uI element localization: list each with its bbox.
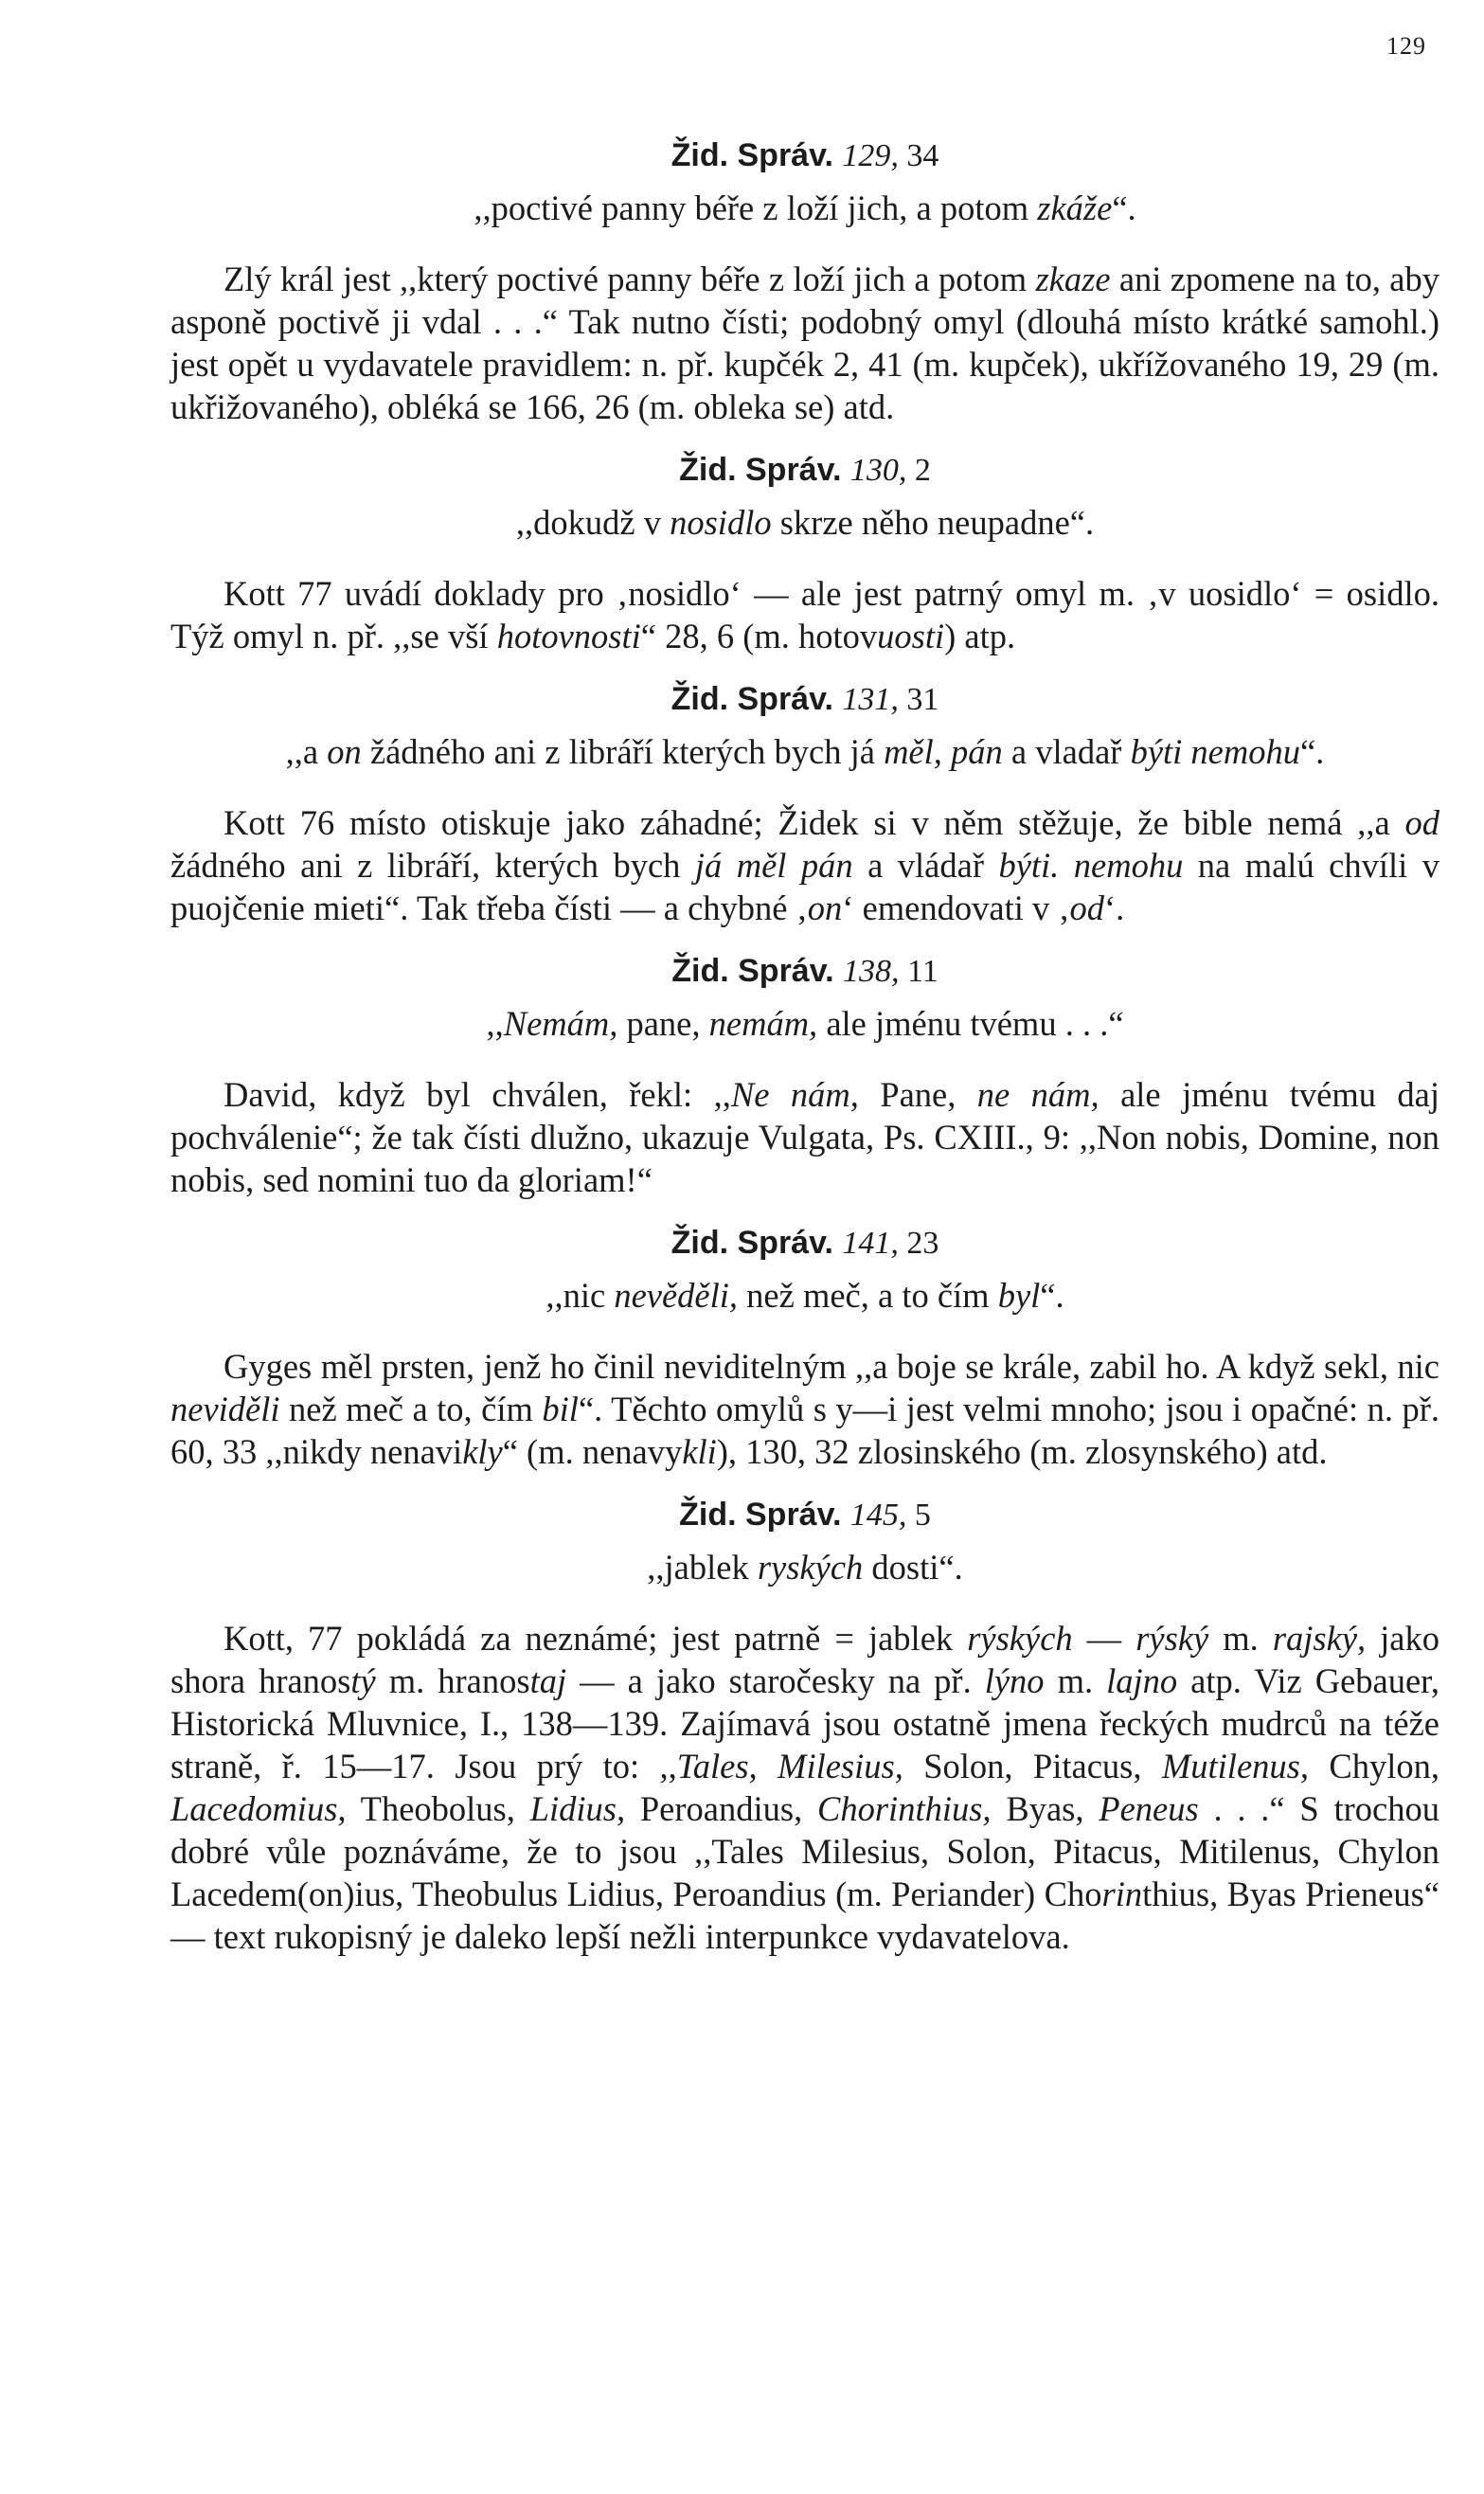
entry-quote (170, 1002, 1439, 1045)
italic-text: ne nám, (976, 1075, 1100, 1114)
text-run: “. (1040, 1276, 1064, 1315)
heading-page: 130, (849, 453, 907, 488)
entry-2 (170, 449, 1439, 657)
entry-commentary (170, 1073, 1439, 1201)
entry-quote (170, 730, 1439, 773)
italic-text: Tales, Milesius, (676, 1747, 903, 1785)
text-run: ,,jablek (647, 1548, 758, 1587)
text-run: Kott, 77 pokládá za neznámé; jest patrně = jablek (223, 1619, 968, 1658)
heading-label: Žid. Správ. (670, 1225, 843, 1261)
italic-text: Chorinthius, (817, 1789, 992, 1828)
entry-heading (170, 449, 1439, 492)
text-run: ,,dokudž v (515, 503, 670, 542)
heading-label: Žid. Správ. (679, 1497, 850, 1533)
italic-text: Lidius, (529, 1789, 626, 1828)
text-run: thius, Byas Prieneus“ — text rukopisný je daleko lepší nežli interpunkce vydavatelova. (170, 1875, 1439, 1956)
italic-text: měl, pán (884, 732, 1003, 771)
italic-text: nosidlo (670, 503, 772, 542)
text-run: než meč a to, čím (279, 1390, 543, 1428)
italic-text: hotovnosti (496, 617, 641, 655)
italic-text: býti. nemohu (998, 846, 1184, 885)
italic-text: taj (529, 1661, 567, 1700)
italic-text: nemám, (708, 1004, 818, 1043)
text-run: na malú chvíli v puojčenie mieti“. Tak třeba čísti — a chybné ‚ (170, 846, 1440, 927)
italic-text: Nemám, (503, 1004, 618, 1043)
text-run: ,,poctivé panny béře z loží jich, a potom (474, 188, 1038, 227)
heading-page: 138, (843, 954, 900, 989)
text-run: Solon, Pitacus, (903, 1747, 1162, 1785)
entry-quote (170, 187, 1439, 229)
text-run: ,,a (285, 732, 328, 771)
italic-text: Lacedomius, (170, 1789, 347, 1828)
italic-text: lýno (984, 1661, 1045, 1700)
italic-text: tý (350, 1661, 376, 1700)
heading-line: 31 (898, 682, 939, 717)
italic-text: od (1404, 803, 1439, 842)
text-run: “. (1112, 188, 1136, 227)
text-run: Pane, (858, 1075, 977, 1114)
text-run: David, když byl chválen, řekl: ,, (223, 1075, 731, 1114)
text-run: ani zpomene na to, aby asponě poctivě ji vdal . . .“ Tak nutno čísti; podobný omyl (dlouhá místo krátké samohl.) jest opět u vydavatele pravidlem: n. př. kupčék 2, 41 (m. kupček), ukřížovaného 19, 29 (m. ukřižovaného), obléká se 166, 26 (m. obleka se) atd. (170, 260, 1439, 426)
text-run: Zlý král jest ,,který poctivé panny béře z loží jich a potom (223, 260, 1036, 298)
italic-text: lajno (1106, 1661, 1178, 1700)
italic-text: neviděli (170, 1390, 280, 1428)
text-run: m. (1208, 1619, 1273, 1658)
heading-label: Žid. Správ. (670, 681, 843, 717)
heading-label: Žid. Správ. (679, 452, 850, 488)
entry-3 (170, 678, 1439, 929)
italic-text: nevěděli, (614, 1276, 739, 1315)
entry-quote (170, 1546, 1439, 1588)
heading-label: Žid. Správ. (671, 953, 843, 989)
entry-1 (170, 135, 1439, 428)
text-run: a vladař (1002, 732, 1131, 771)
heading-line: 11 (899, 954, 939, 989)
entry-4 (170, 950, 1439, 1201)
heading-line: 23 (898, 1226, 939, 1261)
entry-6 (170, 1494, 1439, 1958)
italic-text: byl (997, 1276, 1041, 1315)
text-run: atp. Viz Gebauer, Historická Mluvnice, I., 138—139. Zajímavá jsou ostatně jmena řeckých mudrců na téže straně, ř. 15—17. Jsou prý to: ,, (170, 1661, 1439, 1785)
text-run: skrze něho neupadne“. (771, 503, 1095, 542)
text-run: Kott 77 uvádí doklady pro ‚nosidlo‘ — ale jest patrný omyl m. ‚v uosidlo‘ = osidlo. Týž omyl n. př. ,,se vší (170, 574, 1439, 655)
entry-heading (170, 950, 1439, 993)
text-run: ale jménu tvému daj pochválenie“; že tak čísti dlužno, ukazuje Vulgata, Ps. CXIII., 9: ,,Non nobis, Domine, non nobis, sed nomini tuo da gloriam!“ (170, 1075, 1439, 1199)
text-run: a vládař (852, 846, 999, 885)
text-run: m. hranos (375, 1661, 530, 1700)
italic-text: zkáže (1037, 188, 1113, 227)
heading-page: 129, (842, 138, 899, 173)
text-run: žádného ani z libráří, kterých bych (170, 846, 695, 885)
entry-quote (170, 1274, 1439, 1317)
italic-text: já měl pán (694, 846, 853, 885)
italic-text: uosti (877, 617, 945, 655)
italic-text: on (327, 732, 362, 771)
entry-heading (170, 135, 1439, 177)
italic-text: býti nemohu (1130, 732, 1300, 771)
text-run: ale jménu tvému . . .“ (817, 1004, 1124, 1043)
text-run: — (1072, 1619, 1136, 1658)
page-body (170, 114, 1439, 1979)
entry-commentary (170, 572, 1439, 657)
text-run: Theobolus, (346, 1789, 530, 1828)
text-run: Peroandius, (625, 1789, 817, 1828)
heading-label: Žid. Správ. (670, 137, 843, 173)
heading-page: 141, (842, 1226, 899, 1261)
text-run: ), 130, 32 zlosinského (m. zlosynského) atd. (716, 1432, 1328, 1471)
text-run: ‘. (1104, 888, 1125, 927)
entry-quote (170, 501, 1439, 544)
text-run: ,,nic (545, 1276, 615, 1315)
text-run: pane, (617, 1004, 709, 1043)
text-run: dosti“. (863, 1548, 963, 1587)
heading-line: 34 (898, 138, 939, 173)
entry-commentary (170, 801, 1439, 929)
heading-page: 145, (849, 1498, 907, 1533)
italic-text: kly (462, 1432, 503, 1471)
text-run: Byas, (991, 1789, 1100, 1828)
text-run: “. Těchto omylů s y—i jest velmi mnoho; jsou i opačné: n. př. 60, 33 ,,nikdy nenavi (170, 1390, 1439, 1471)
italic-text: Ne nám, (730, 1075, 859, 1114)
text-run: “. (1299, 732, 1325, 771)
heading-page: 131, (842, 682, 899, 717)
entry-commentary (170, 1345, 1439, 1473)
heading-line: 5 (906, 1498, 931, 1533)
text-run: — a jako staročesky na př. (566, 1661, 985, 1700)
italic-text: ryských (757, 1548, 864, 1587)
entry-5 (170, 1222, 1439, 1473)
italic-text: rýský (1135, 1619, 1209, 1658)
text-run: ‘ emendovati v ‚ (842, 888, 1070, 927)
entry-heading (170, 1494, 1439, 1536)
text-run: “ (m. nenavy (502, 1432, 683, 1471)
entry-heading (170, 1222, 1439, 1265)
italic-text: rin (1101, 1875, 1143, 1913)
text-run: “ 28, 6 (m. hotov (640, 617, 878, 655)
text-run: Gyges měl prsten, jenž ho činil neviditelným ,,a boje se krále, zabil ho. A když sekl, nic (223, 1347, 1439, 1386)
text-run: ) atp. (944, 617, 1016, 655)
text-run: žádného ani z libráří kterých bych já (361, 732, 885, 771)
italic-text: zkaze (1035, 260, 1111, 298)
text-run: Chylon, (1308, 1747, 1439, 1785)
italic-text: on (807, 888, 843, 927)
entry-heading (170, 678, 1439, 721)
italic-text: Mutilenus, (1161, 1747, 1309, 1785)
text-run: jako shora hranos (170, 1619, 1440, 1700)
text-run: než meč, a to čím (738, 1276, 998, 1315)
text-run: ,, (486, 1004, 504, 1043)
page-number: 129 (1386, 32, 1426, 60)
italic-text: od (1069, 888, 1105, 927)
text-run: Kott 76 místo otiskuje jako záhadné; Židek si v něm stěžuje, že bible nemá ,,a (223, 803, 1405, 842)
text-run: m. (1044, 1661, 1107, 1700)
italic-text: kli (682, 1432, 717, 1471)
entry-commentary (170, 1617, 1439, 1958)
italic-text: bil (542, 1390, 579, 1428)
italic-text: Peneus (1099, 1789, 1199, 1828)
italic-text: rýských (967, 1619, 1073, 1658)
italic-text: rajský, (1272, 1619, 1367, 1658)
entry-commentary (170, 258, 1439, 428)
heading-line: 2 (906, 453, 931, 488)
text-run: . . .“ S trochou dobré vůle poznáváme, že to jsou ,,Tales Milesius, Solon, Pitacus, Mitilenus, Chylon Lacedem(on)ius, Theobulus Lidius, Peroandius (m. Periander) Cho (170, 1789, 1440, 1913)
